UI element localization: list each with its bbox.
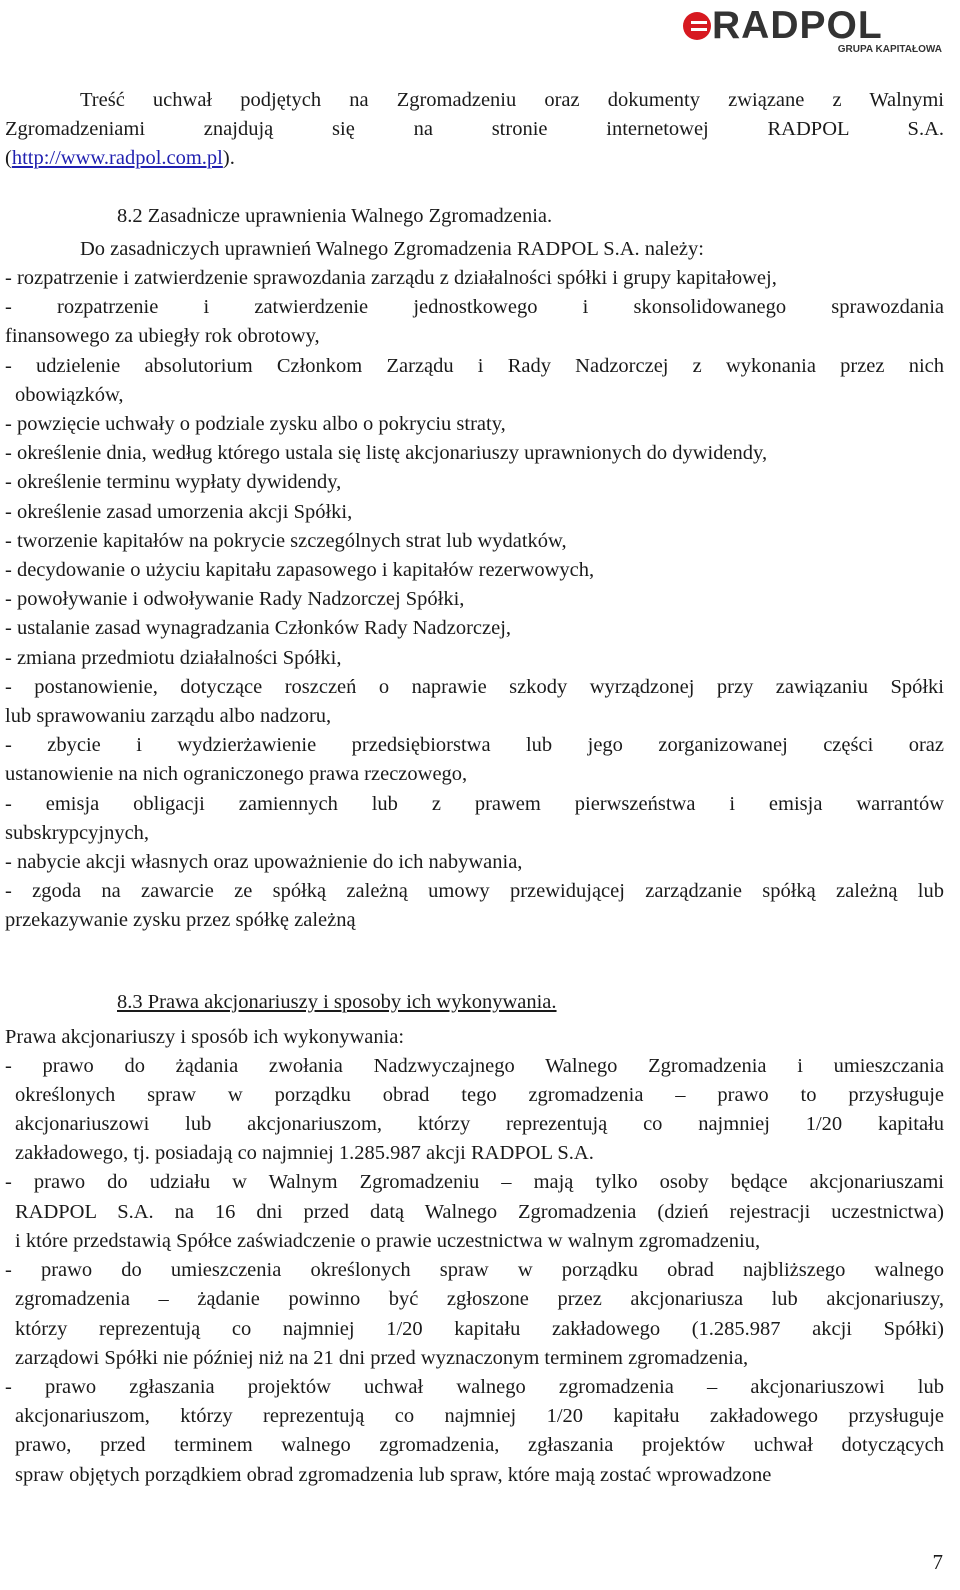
- list-item-line: - zbycie i wydzierżawienie przedsiębiorstwa lub jego zorganizowanej części oraz: [5, 734, 944, 757]
- intro-line-2: Zgromadzeniami znajdują się na stronie internetowej RADPOL S.A.: [5, 118, 944, 140]
- list-item-line: - określenie zasad umorzenia akcji Spółki,: [5, 500, 353, 523]
- list-item-line: - określenie terminu wypłaty dywidendy,: [5, 471, 342, 494]
- list-item: [5, 264, 944, 293]
- list-item: [5, 352, 944, 410]
- list-item-line: zarządowi Spółki nie później niż na 21 dni przed wyznaczonym terminem zgromadzenia,: [15, 1346, 749, 1369]
- list-item: [5, 410, 944, 439]
- list-item: [5, 293, 944, 351]
- intro-paragraph: [5, 86, 944, 173]
- list-item-line: - prawo do umieszczenia określonych spraw w porządku obrad najbliższego walnego: [5, 1259, 944, 1282]
- list-item-line: - udzielenie absolutorium Członkom Zarządu i Rady Nadzorczej z wykonania przez nich: [5, 354, 944, 377]
- list-item-line: lub sprawowaniu zarządu albo nadzoru,: [5, 705, 332, 728]
- list-item-line: - postanowienie, dotyczące roszczeń o naprawie szkody wyrządzonej przy zawiązaniu Spółki: [5, 675, 944, 698]
- list-item-line: zgromadzenia – żądanie powinno być zgłoszone przez akcjonariusza lub akcjonariuszy,: [15, 1288, 944, 1311]
- page-number: 7: [932, 1550, 943, 1574]
- list-item-line: - tworzenie kapitałów na pokrycie szczególnych strat lub wydatków,: [5, 529, 567, 552]
- company-logo: [682, 6, 944, 54]
- list-item-line: - prawo do żądania zwołania Nadzwyczajnego Walnego Zgromadzenia i umieszczania: [5, 1054, 944, 1077]
- list-item: [5, 644, 944, 673]
- list-item-line: i które przedstawią Spółce zaświadczenie o prawie uczestnictwa w walnym zgromadzeniu,: [15, 1229, 761, 1252]
- section-8-2-heading: 8.2 Zasadnicze uprawnienia Walnego Zgromadzenia.: [117, 205, 553, 227]
- list-item-line: subskrypcyjnych,: [5, 821, 150, 844]
- list-item: [5, 1052, 944, 1169]
- intro-line-1: Treść uchwał podjętych na Zgromadzeniu oraz dokumenty związane z Walnymi: [80, 89, 944, 111]
- logo-text: RADPOL: [712, 4, 883, 47]
- list-item-line: - powoływanie i odwoływanie Rady Nadzorczej Spółki,: [5, 588, 465, 611]
- section-8-3-lead: Prawa akcjonariuszy i sposób ich wykonywania:: [5, 1025, 405, 1048]
- list-item-line: - rozpatrzenie i zatwierdzenie jednostkowego i skonsolidowanego sprawozdania: [5, 296, 944, 319]
- list-item-line: - zgoda na zawarcie ze spółką zależną umowy przewidującej zarządzanie spółką zależną lub: [5, 880, 944, 903]
- list-item-line: - emisja obligacji zamiennych lub z prawem pierwszeństwa i emisja warrantów: [5, 792, 944, 815]
- list-item: [5, 1373, 944, 1490]
- list-item-line: obowiązków,: [15, 383, 124, 406]
- logo-subtitle: GRUPA KAPITAŁOWA: [837, 44, 942, 55]
- list-item-line: ustanowienie na nich ograniczonego prawa rzeczowego,: [5, 763, 468, 786]
- list-item-line: RADPOL S.A. na 16 dni przed datą Walnego Zgromadzenia (dzień rejestracji uczestnictwa): [15, 1200, 944, 1223]
- list-item-line: - nabycie akcji własnych oraz upoważnienie do ich nabywania,: [5, 851, 523, 874]
- list-item: [5, 1168, 944, 1256]
- list-item: [5, 614, 944, 643]
- list-item-line: określonych spraw w porządku obrad tego zgromadzenia – prawo to przysługuje: [15, 1083, 944, 1106]
- radpol-mark-icon: [682, 6, 712, 46]
- list-item: [5, 673, 944, 731]
- list-item-line: prawo, przed terminem walnego zgromadzenia, zgłaszania projektów uchwał dotyczących: [15, 1434, 944, 1457]
- list-item: [5, 527, 944, 556]
- list-item-line: - ustalanie zasad wynagradzania Członków Rady Nadzorczej,: [5, 617, 512, 640]
- section-8-3-heading: 8.3 Prawa akcjonariuszy i sposoby ich wykonywania.: [117, 990, 557, 1013]
- list-item-line: - powzięcie uchwały o podziale zysku albo o pokryciu straty,: [5, 413, 506, 436]
- section-8-3-list: [5, 1052, 944, 1490]
- intro-line-3: (http://www.radpol.com.pl).: [5, 147, 235, 169]
- list-item: [5, 498, 944, 527]
- list-item: [5, 848, 944, 877]
- list-item-line: przekazywanie zysku przez spółkę zależną: [5, 909, 356, 932]
- list-item-line: - rozpatrzenie i zatwierdzenie sprawozdania zarządu z działalności spółki i grupy kapitałowej,: [5, 267, 777, 289]
- list-item: [5, 585, 944, 614]
- list-item: [5, 468, 944, 497]
- list-item: [5, 877, 944, 935]
- document-body: [5, 86, 944, 1490]
- list-item-line: akcjonariuszom, którzy reprezentują co najmniej 1/20 kapitału zakładowego przysługuje: [15, 1405, 944, 1428]
- list-item-line: finansowego za ubiegły rok obrotowy,: [5, 325, 320, 348]
- list-item: [5, 556, 944, 585]
- list-item-line: - określenie dnia, według którego ustala się listę akcjonariuszy uprawnionych do dywidendy,: [5, 442, 768, 465]
- website-link[interactable]: http://www.radpol.com.pl: [11, 147, 223, 169]
- list-item: [5, 1256, 944, 1373]
- list-item-line: spraw objętych porządkiem obrad zgromadzenia lub spraw, które mają zostać wprowadzone: [15, 1463, 772, 1486]
- list-item-line: - decydowanie o użyciu kapitału zapasowego i kapitałów rezerwowych,: [5, 559, 595, 582]
- section-8-2-list: [5, 264, 944, 936]
- list-item-line: akcjonariuszowi lub akcjonariuszom, którzy reprezentują co najmniej 1/20 kapitału: [15, 1113, 944, 1136]
- list-item: [5, 439, 944, 468]
- list-item-line: - prawo zgłaszania projektów uchwał walnego zgromadzenia – akcjonariuszowi lub: [5, 1375, 944, 1398]
- list-item: [5, 790, 944, 848]
- list-item-line: - zmiana przedmiotu działalności Spółki,: [5, 646, 342, 669]
- list-item-line: - prawo do udziału w Walnym Zgromadzeniu – mają tylko osoby będące akcjonariuszami: [5, 1171, 944, 1194]
- list-item-line: którzy reprezentują co najmniej 1/20 kapitału zakładowego (1.285.987 akcji Spółki): [15, 1317, 944, 1340]
- section-8-2-lead: Do zasadniczych uprawnień Walnego Zgromadzenia RADPOL S.A. należy:: [80, 238, 704, 260]
- list-item: [5, 731, 944, 789]
- list-item-line: zakładowego, tj. posiadają co najmniej 1.285.987 akcji RADPOL S.A.: [15, 1142, 594, 1165]
